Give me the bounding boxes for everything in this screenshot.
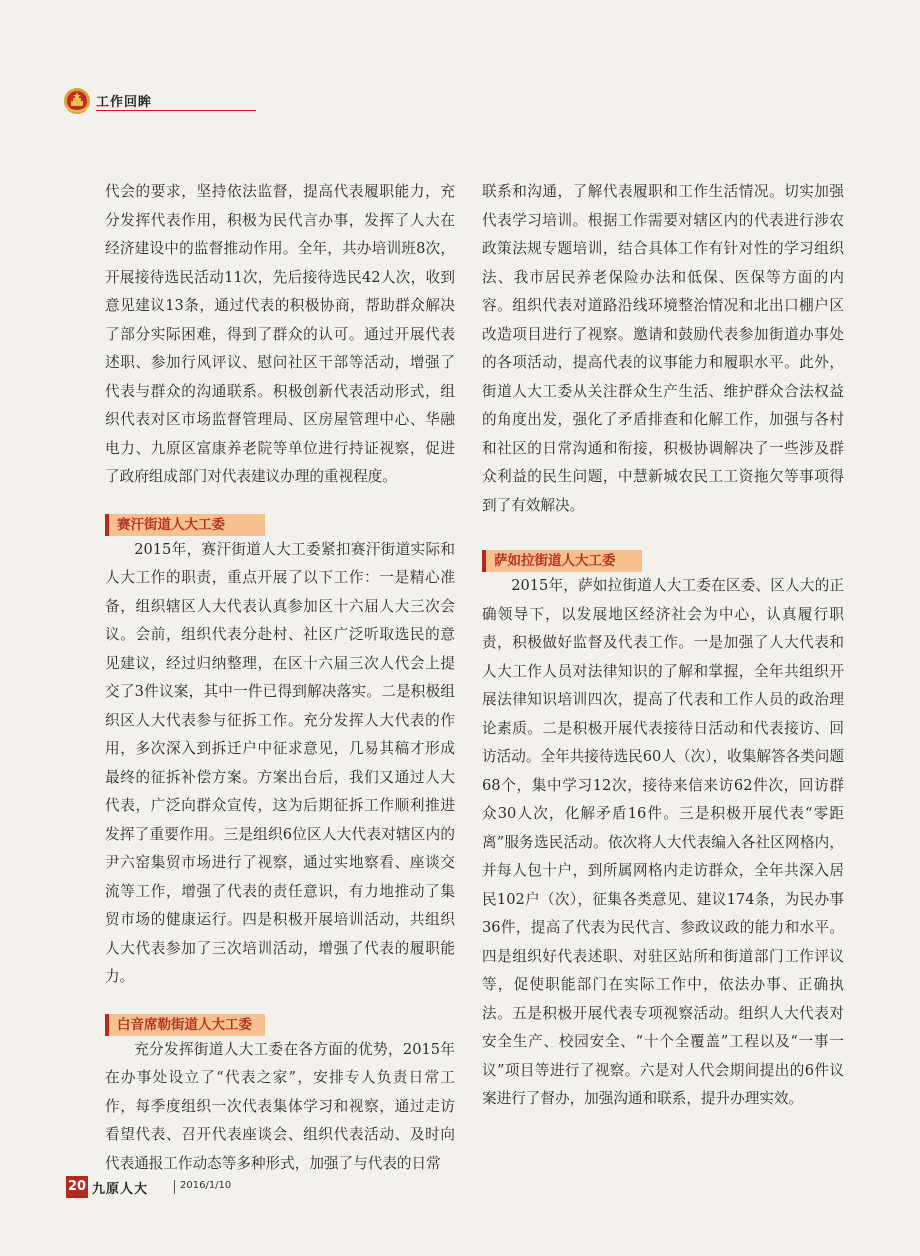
section-heading-saihan: 赛汗街道人大工委 [105,514,265,536]
left-column [105,178,455,1178]
right-column [482,178,844,1114]
issue-date: 2016/1/10 [180,1180,232,1191]
page-footer [66,1176,366,1198]
magazine-name: 九原人大 [92,1182,149,1197]
section-heading-sarula: 萨如拉街道人大工委 [482,550,642,572]
footer-divider [174,1180,175,1194]
header-title: 工作回眸 [96,95,153,110]
left-intro-paragraph: 代会的要求，坚持依法监督，提高代表履职能力，充分发挥代表作用，积极为民代言办事，发挥了人大在经济建设中的监督推动作用。全年，共办培训班8次，开展接待选民活动11次，先后接待选民42人次，收到意见建议13条，通过代表的积极协商，帮助群众解决了部分实际困难，得到了群众的认可。通过开展代表述职、参加行风评议、慰问社区干部等活动，增强了代表与群众的沟通联系。积极创新代表活动形式，组织代表对区市场监督管理局、区房屋管理中心、华融电力、九原区富康养老院等单位进行持证视察，促进了政府组成部门对代表建议办理的重视程度。 [105,183,455,485]
section-heading-baiyinxile: 白音席勒街道人大工委 [105,1014,265,1036]
page-header [62,86,202,116]
national-emblem-icon [62,86,92,116]
baiyinxile-paragraph: 充分发挥街道人大工委在各方面的优势，2015年在办事处设立了“代表之家”，安排专人负责日常工作，每季度组织一次代表集体学习和视察，通过走访看望代表、召开代表座谈会、组织代表活动、及时向代表通报工作动态等多种形式，加强了与代表的日常 [105,1040,455,1172]
sarula-paragraph: 2015年，萨如拉街道人大工委在区委、区人大的正确领导下，以发展地区经济社会为中心，认真履行职责，积极做好监督及代表工作。一是加强了人大代表和人大工作人员对法律知识的了解和掌握，全年共组织开展法律知识培训四次，提高了代表和工作人员的政治理论素质。二是积极开展代表接待日活动和代表接访、回访活动。全年共接待选民60人（次），收集解答各类问题68个，集中学习12次，接待来信来访62件次，回访群众30人次，化解矛盾16件。三是积极开展代表“零距离”服务选民活动。依次将人大代表编入各社区网格内，并每人包十户，到所属网格内走访群众，全年共深入居民102户（次），征集各类意见、建议174条，为民办事36件，提高了代表为民代言、参政议政的能力和水平。四是组织好代表述职、对驻区站所和街道部门工作评议等，促使职能部门在实际工作中，依法办事、正确执法。五是积极开展代表专项视察活动。组织人大代表对安全生产、校园安全、“十个全覆盖”工程以及“一事一议”项目等进行了视察。六是对人代会期间提出的6件议案进行了督办，加强沟通和联系，提升办理实效。 [482,577,844,1107]
saihan-paragraph: 2015年，赛汗街道人大工委紧扣赛汗街道实际和人大工作的职责，重点开展了以下工作：一是精心准备，组织辖区人大代表认真参加区十六届人大三次会议。会前，组织代表分赴村、社区广泛听取选民的意见建议，经过归纳整理，在区十六届三次人代会上提交了3件议案，其中一件已得到解决落实。二是积极组织区人大代表参与征拆工作。充分发挥人大代表的作用，多次深入到拆迁户中征求意见，几易其稿才形成最终的征拆补偿方案。方案出台后，我们又通过人大代表，广泛向群众宣传，这为后期征拆工作顺利推进发挥了重要作用。三是组织6位区人大代表对辖区内的尹六窑集贸市场进行了视察，通过实地察看、座谈交流等工作，增强了代表的责任意识，有力地推动了集贸市场的健康运行。四是积极开展培训活动，共组织人大代表参加了三次培训活动，增强了代表的履职能力。 [105,540,455,985]
page-number: 20 [66,1176,88,1198]
right-intro-paragraph: 联系和沟通，了解代表履职和工作生活情况。切实加强代表学习培训。根据工作需要对辖区内的代表进行涉农政策法规专题培训，结合具体工作有针对性的学习组织法、我市居民养老保险办法和低保、医保等方面的内容。组织代表对道路沿线环境整治情况和北出口棚户区改造项目进行了视察。邀请和鼓励代表参加街道办事处的各项活动，提高代表的议事能力和履职水平。此外，街道人大工委从关注群众生产生活、维护群众合法权益的角度出发，强化了矛盾排查和化解工作，加强与各村和社区的日常沟通和衔接，积极协调解决了一些涉及群众利益的民生问题，中慧新城农民工工资拖欠等事项得到了有效解决。 [482,183,844,514]
header-rule [96,110,256,111]
